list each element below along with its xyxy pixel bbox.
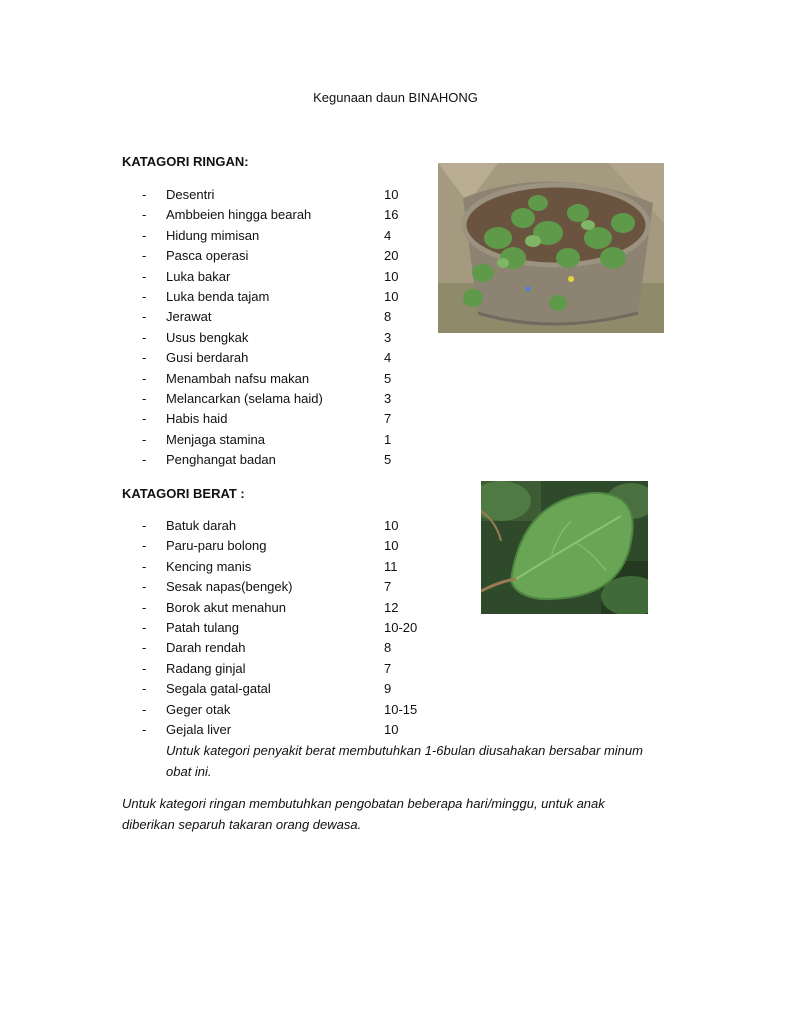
bullet-dash: - (142, 518, 147, 533)
item-label: Radang ginjal (166, 660, 246, 676)
photo-leaf-closeup (481, 481, 648, 614)
item-label: Usus bengkak (166, 329, 249, 345)
item-value: 8 (384, 640, 392, 656)
item-label: Menjaga stamina (166, 431, 265, 447)
item-value: 10 (384, 721, 399, 737)
item-label: Paru-paru bolong (166, 538, 267, 554)
item-label: Darah rendah (166, 640, 246, 656)
bullet-dash: - (142, 452, 147, 468)
item-label: Luka benda tajam (166, 288, 270, 304)
bullet-dash: - (142, 227, 147, 243)
item-value: 10 (384, 538, 399, 554)
bullet-dash: - (142, 248, 147, 264)
berat-note-line1: Untuk kategori penyakit berat membutuhkan 1-6bulan diusahakan bersabar minum (166, 743, 643, 758)
item-label: Patah tulang (166, 619, 240, 635)
item-label: Pasca operasi (166, 248, 249, 264)
bullet-dash: - (142, 207, 147, 223)
item-value: 10-15 (384, 701, 418, 717)
item-value: 4 (384, 227, 392, 243)
bullet-dash: - (142, 187, 147, 202)
bullet-dash: - (142, 329, 147, 345)
footer-note-line1: Untuk kategori ringan membutuhkan pengobatan beberapa hari/minggu, untuk anak (122, 796, 605, 811)
bullet-dash: - (142, 411, 147, 427)
item-label: Sesak napas(bengek) (166, 579, 293, 595)
item-value: 5 (384, 370, 392, 386)
bullet-dash: - (142, 660, 147, 676)
item-label: Jerawat (166, 309, 212, 325)
bullet-dash: - (142, 640, 147, 656)
item-value: 4 (384, 350, 392, 366)
bullet-dash: - (142, 288, 147, 304)
bullet-dash: - (142, 309, 147, 325)
item-label: Hidung mimisan (166, 227, 260, 243)
item-label: Kencing manis (166, 558, 252, 574)
item-label: Habis haid (166, 411, 228, 427)
heading-ringan: KATAGORI RINGAN: (122, 154, 249, 169)
item-value: 3 (384, 329, 392, 345)
bullet-dash: - (142, 370, 147, 386)
item-value: 12 (384, 599, 399, 615)
item-label: Batuk darah (166, 518, 237, 533)
item-value: 10 (384, 518, 399, 533)
item-value: 7 (384, 411, 392, 427)
item-label: Ambbeien hingga bearah (166, 207, 312, 223)
bullet-dash: - (142, 619, 147, 635)
bullet-dash: - (142, 350, 147, 366)
bullet-dash: - (142, 721, 147, 737)
item-value: 10 (384, 288, 399, 304)
heading-berat: KATAGORI BERAT : (122, 486, 245, 501)
potted-plant-image (438, 163, 664, 333)
item-value: 9 (384, 681, 392, 697)
photo-potted-plant (438, 163, 664, 333)
item-value: 8 (384, 309, 392, 325)
bullet-dash: - (142, 558, 147, 574)
item-value: 10 (384, 268, 399, 284)
footer-note-line2: diberikan separuh takaran orang dewasa. (122, 817, 362, 832)
item-value: 11 (384, 558, 398, 574)
bullet-dash: - (142, 538, 147, 554)
item-label: Melancarkan (selama haid) (166, 390, 323, 406)
item-value: 16 (384, 207, 399, 223)
item-label: Luka bakar (166, 268, 231, 284)
item-value: 20 (384, 248, 399, 264)
leaf-closeup-image (481, 481, 648, 614)
berat-note-line2: obat ini. (166, 764, 212, 779)
bullet-dash: - (142, 390, 147, 406)
bullet-dash: - (142, 681, 147, 697)
item-label: Desentri (166, 187, 215, 202)
bullet-dash: - (142, 701, 147, 717)
item-value: 5 (384, 452, 392, 468)
item-value: 10-20 (384, 619, 418, 635)
item-value: 3 (384, 390, 392, 406)
bullet-dash: - (142, 268, 147, 284)
item-label: Geger otak (166, 701, 231, 717)
item-value: 7 (384, 579, 392, 595)
bullet-dash: - (142, 599, 147, 615)
item-value: 10 (384, 187, 399, 202)
item-label: Segala gatal-gatal (166, 681, 271, 697)
item-value: 7 (384, 660, 392, 676)
item-label: Gusi berdarah (166, 350, 249, 366)
item-value: 1 (384, 431, 392, 447)
document-title: Kegunaan daun BINAHONG (313, 90, 478, 105)
item-label: Gejala liver (166, 721, 232, 737)
bullet-dash: - (142, 431, 147, 447)
item-label: Borok akut menahun (166, 599, 286, 615)
item-label: Menambah nafsu makan (166, 370, 310, 386)
bullet-dash: - (142, 579, 147, 595)
item-label: Penghangat badan (166, 452, 276, 468)
